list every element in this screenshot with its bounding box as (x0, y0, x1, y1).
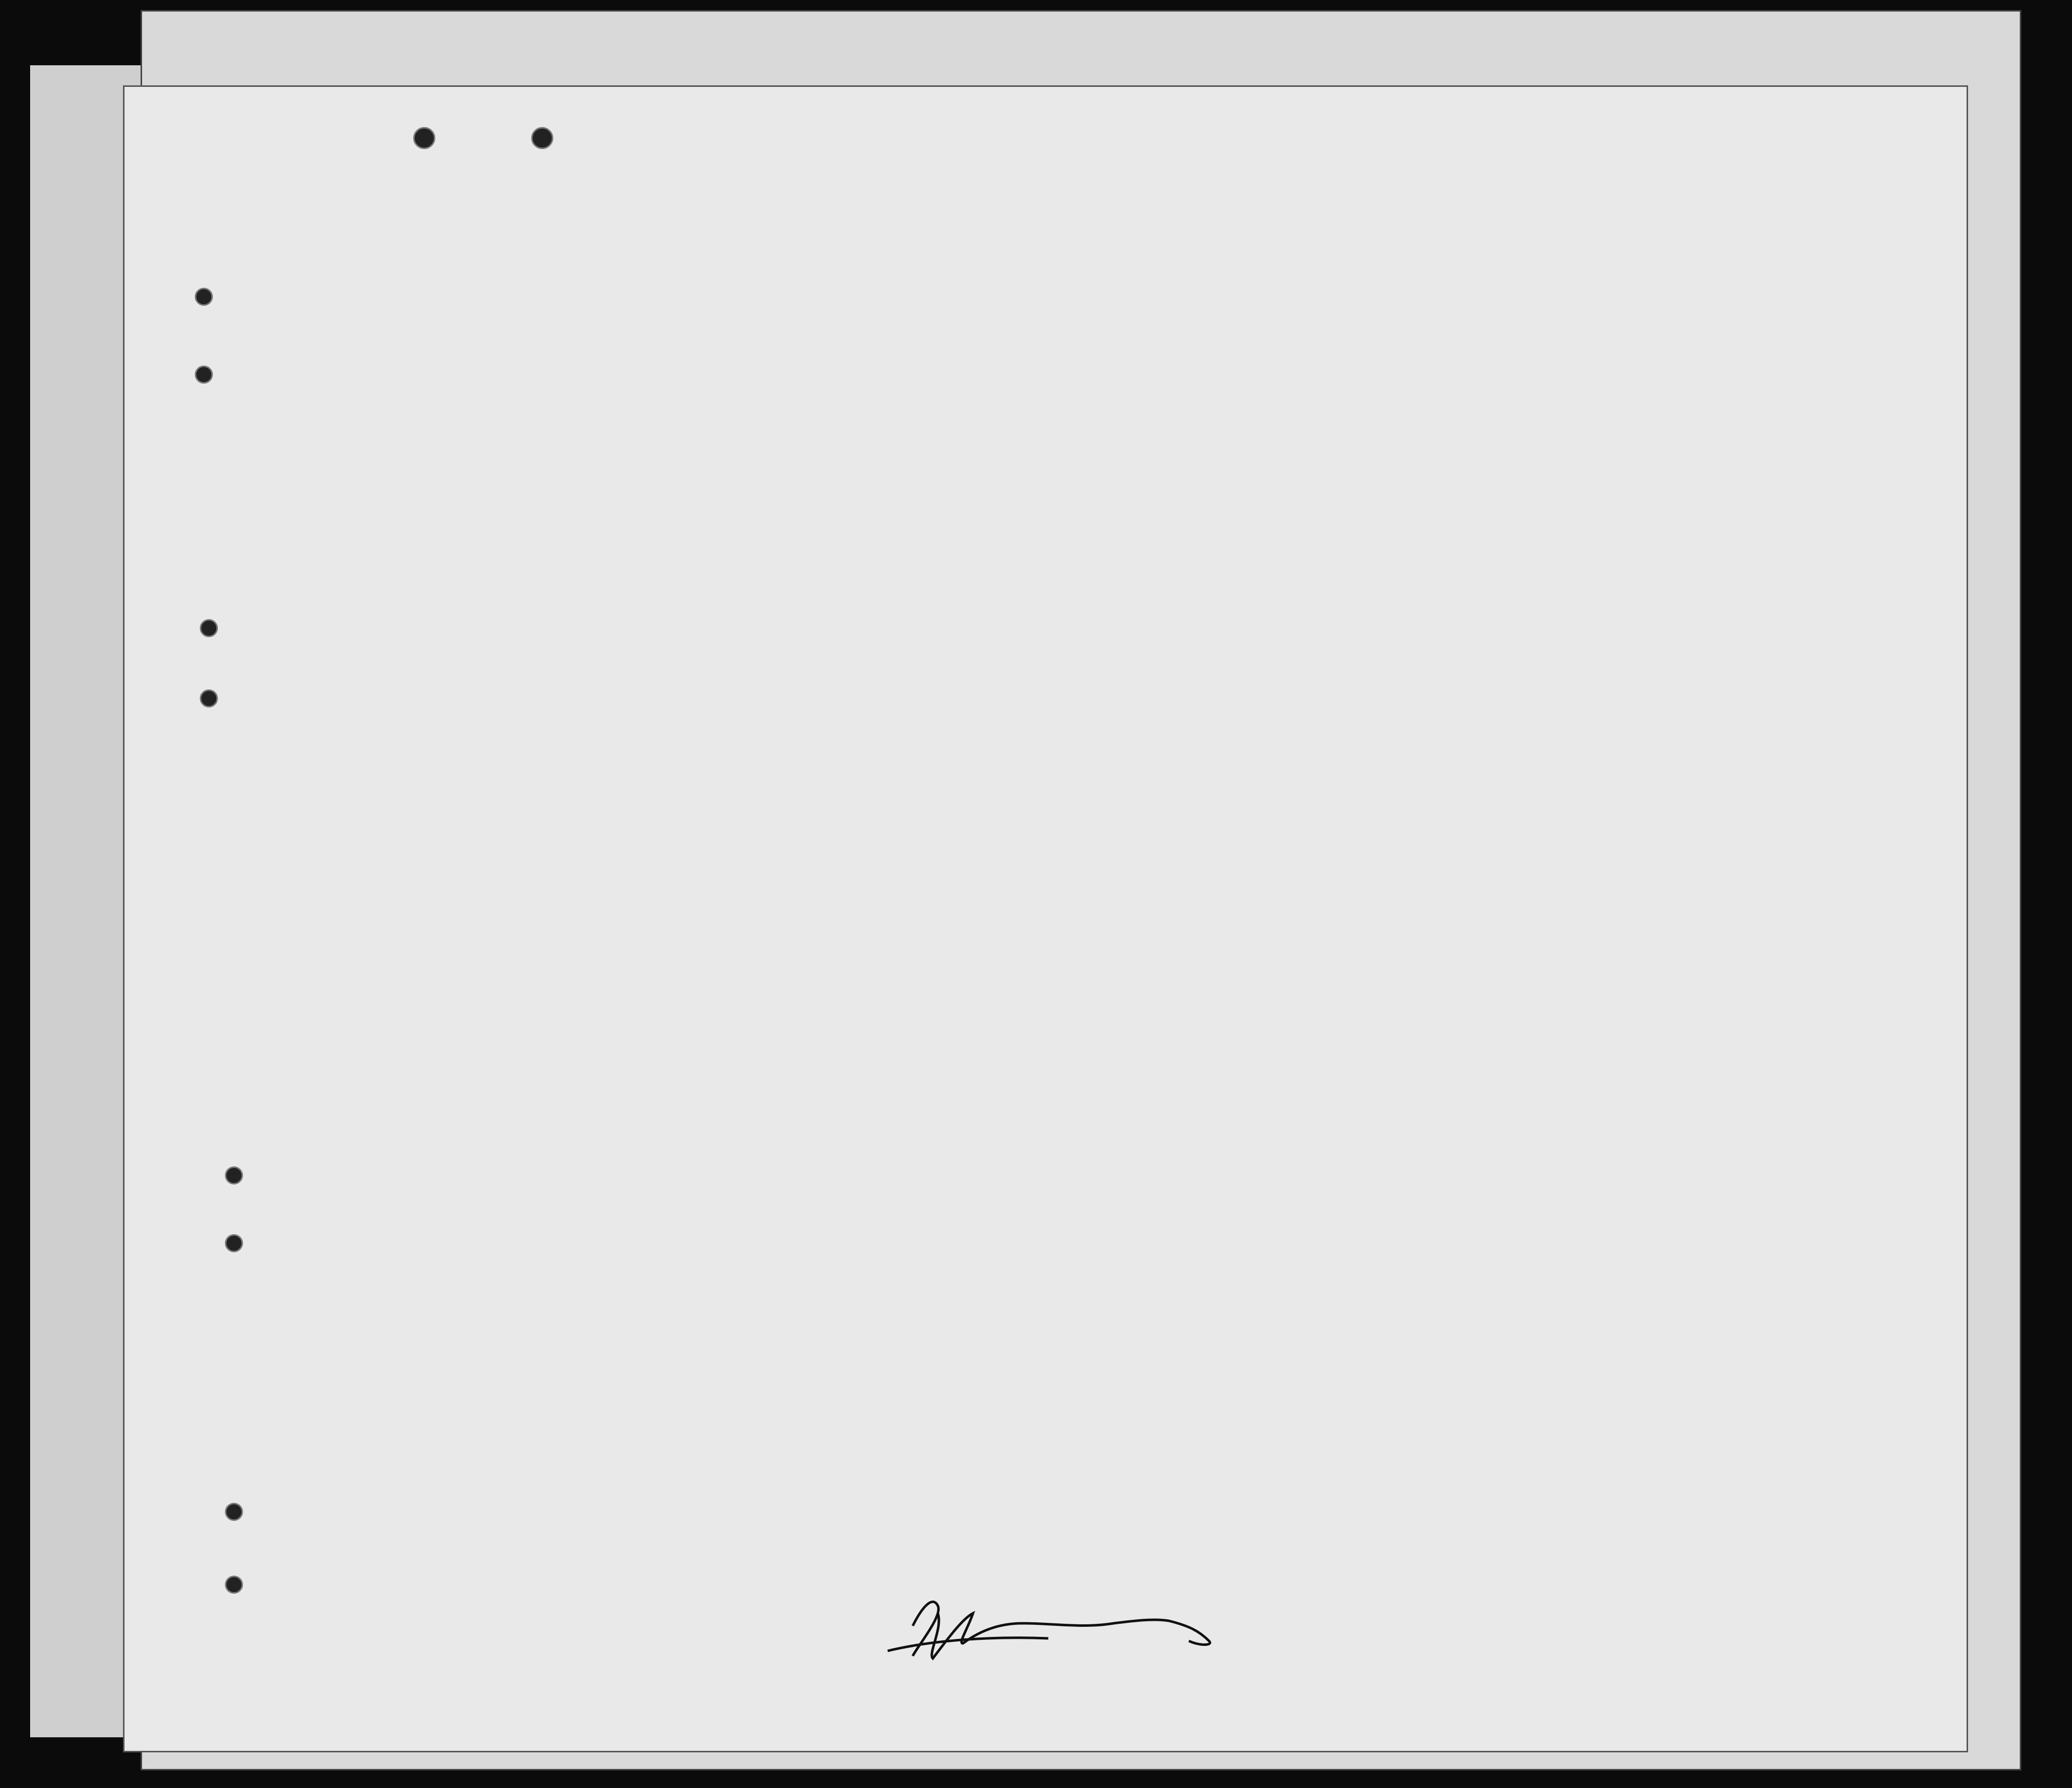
manifest-page (123, 85, 1968, 1752)
inspector-signature (888, 1602, 1210, 1658)
signature-layer (125, 87, 1970, 1754)
